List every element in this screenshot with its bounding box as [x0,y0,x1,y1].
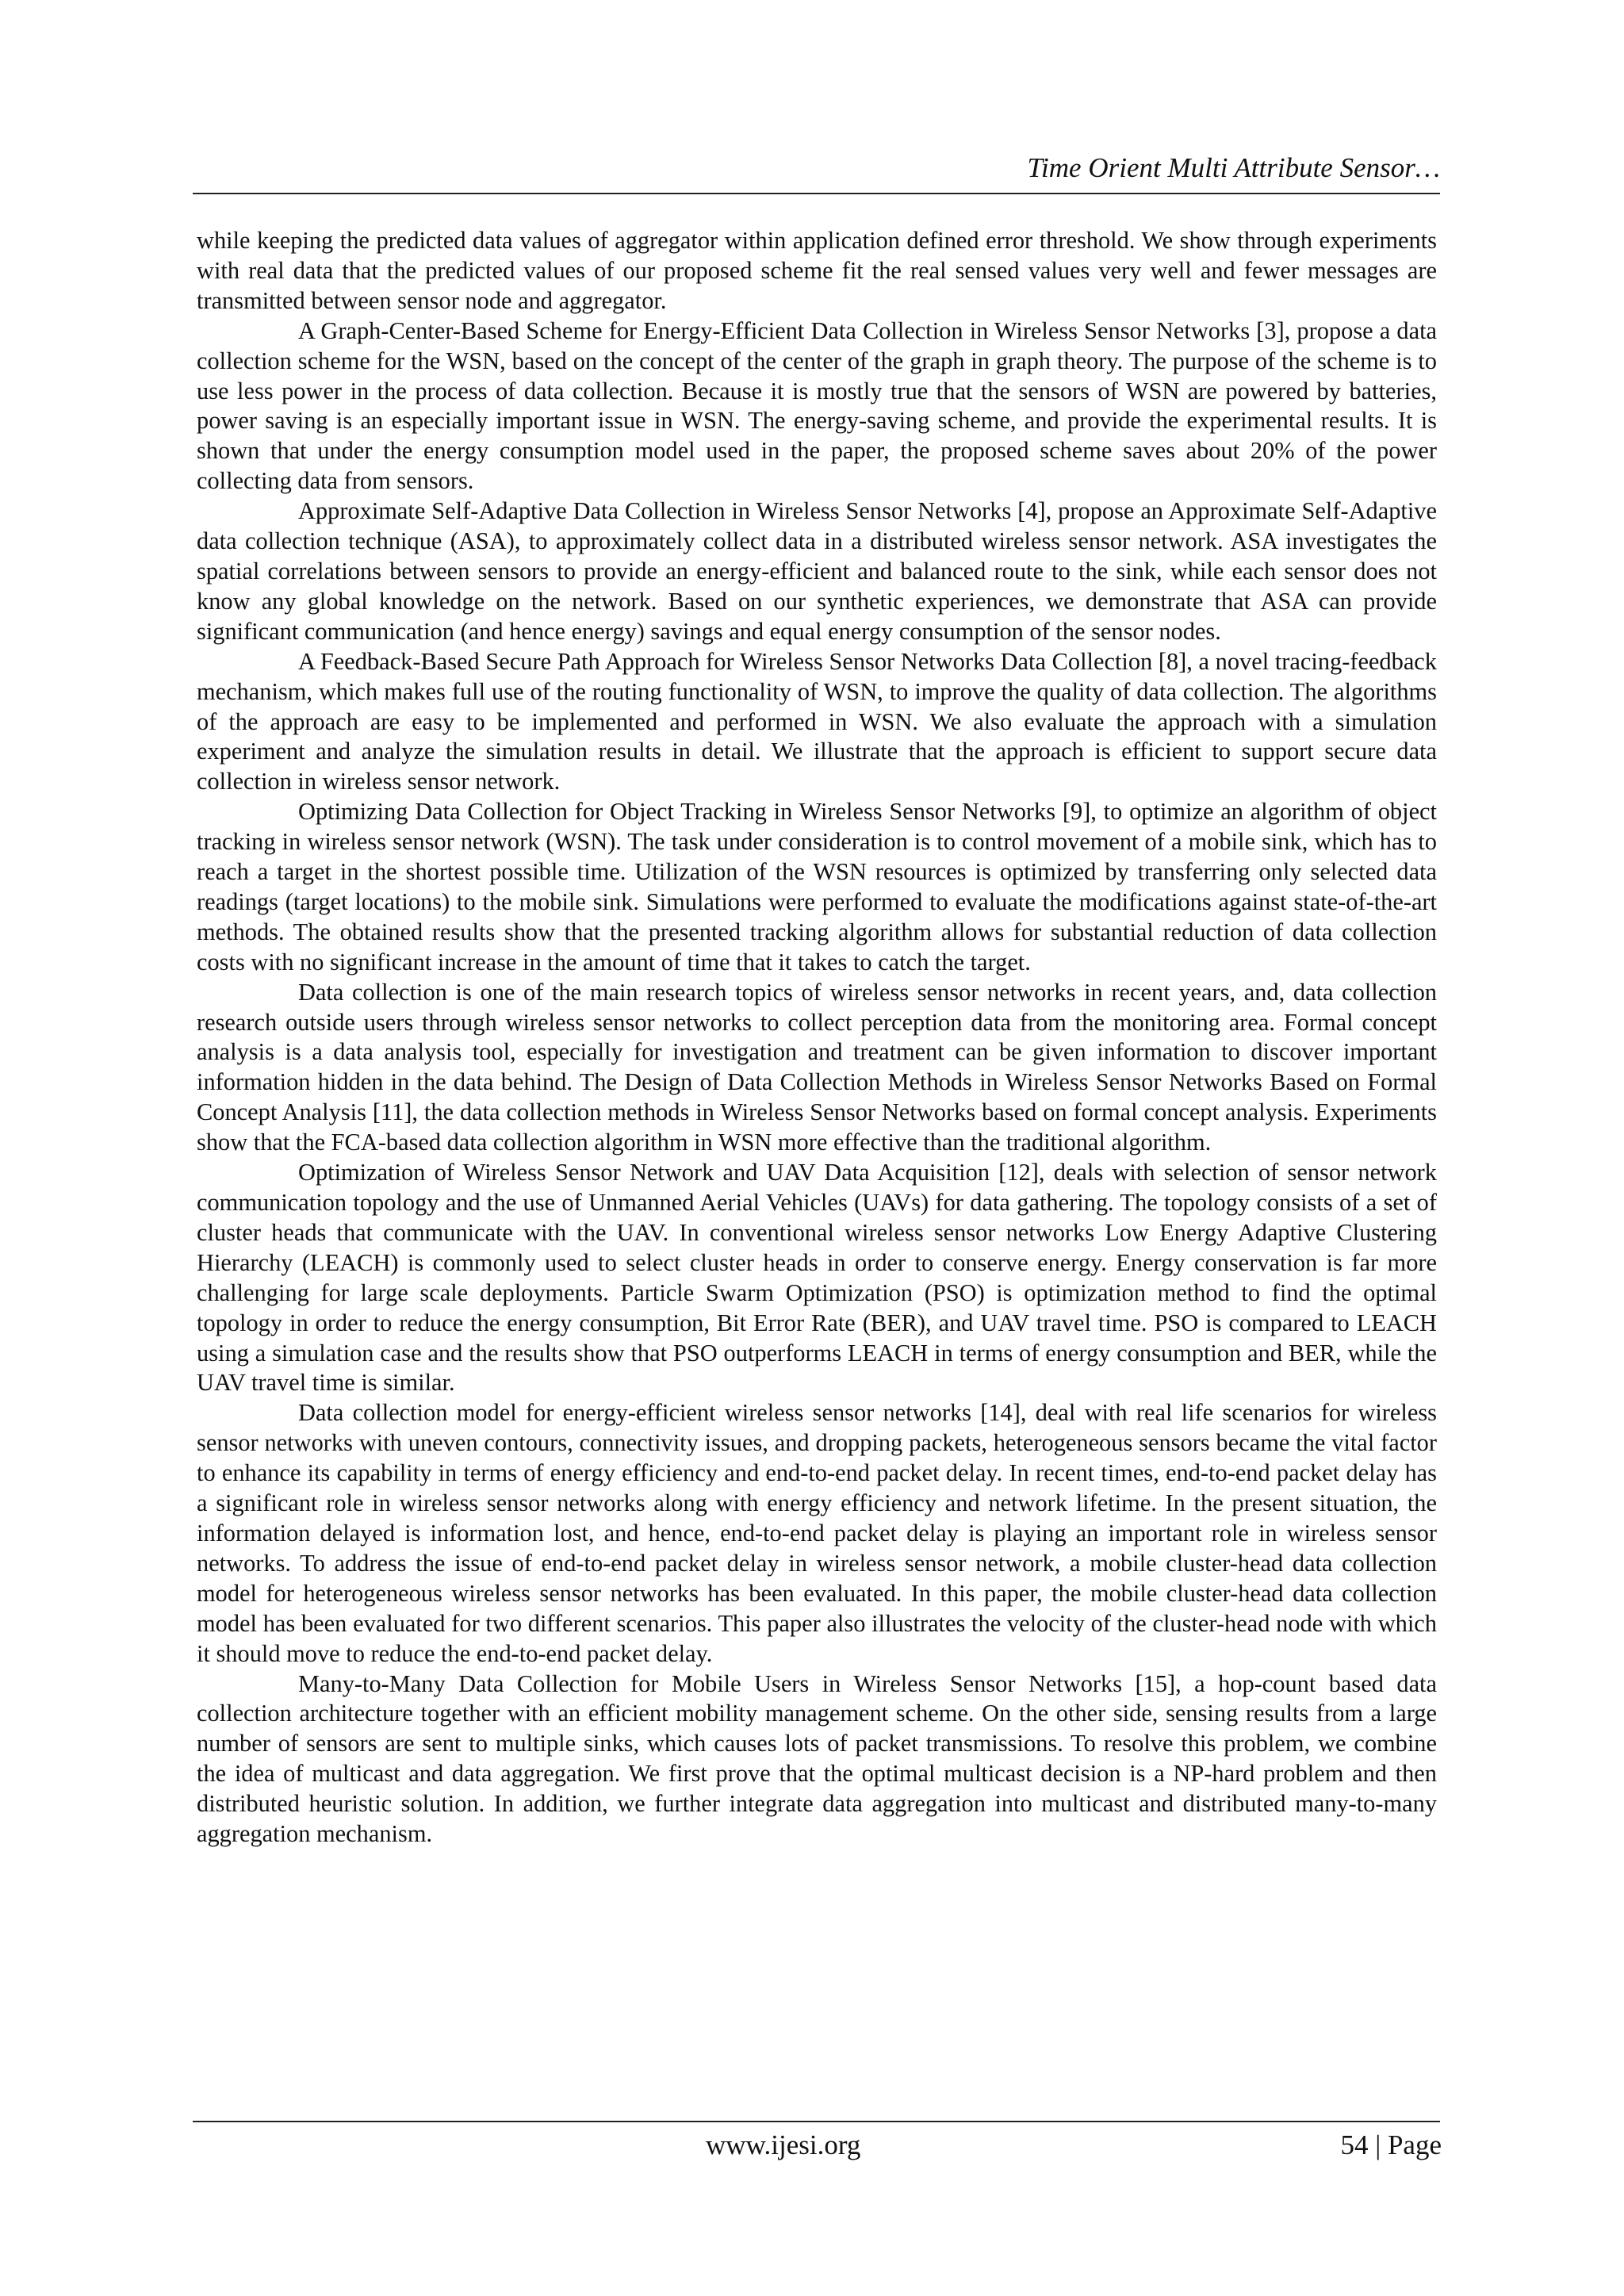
footer-rule [193,2121,1440,2122]
paragraph-uav-data-acquisition: Optimization of Wireless Sensor Network and UAV Data Acquisition [12], deals with selection of sensor network communication topology and the use of Unmanned Aerial Vehicles (UAVs) for data gathering. The topology consists of a set of cluster heads that communicate with the UAV. In conventional wireless sensor networks Low Energy Adaptive Clustering Hierarchy (LEACH) is commonly used to select cluster heads in order to conserve energy. Energy conservation is far more challenging for large scale deployments. Particle Swarm Optimization (PSO) is optimization method to find the optimal topology in order to reduce the energy consumption, Bit Error Rate (BER), and UAV travel time. PSO is compared to LEACH using a simulation case and the results show that PSO outperforms LEACH in terms of energy consumption and BER, while the UAV travel time is similar. [197,1159,1437,1397]
header-rule [193,193,1440,194]
footer-url: www.ijesi.org [706,2129,861,2160]
footer-page-number: 54 | Page [1340,2129,1442,2160]
paragraph-many-to-many-collection: Many-to-Many Data Collection for Mobile Users in Wireless Sensor Networks [15], a hop-count based data collection architecture together with an efficient mobility management scheme. On the other side, sensing results from a large number of sensors are sent to multiple sinks, which causes lots of packet transmissions. To resolve this problem, we combine the idea of multicast and data aggregation. We first prove that the optimal multicast decision is a NP-hard problem and then distributed heuristic solution. In addition, we further integrate data aggregation into multicast and distributed many-to-many aggregation mechanism. [197,1669,1437,1848]
paragraph-graph-center-scheme: A Graph-Center-Based Scheme for Energy-Efficient Data Collection in Wireless Sensor Networks [3], propose a data collection scheme for the WSN, based on the concept of the center of the graph in graph theory. The purpose of the scheme is to use less power in the process of data collection. Because it is mostly true that the sensors of WSN are powered by batteries, power saving is an especially important issue in WSN. The energy-saving scheme, and provide the experimental results. It is shown that under the energy consumption model used in the paper, the proposed scheme saves about 20% of the power collecting data from sensors. [197,316,1437,495]
paragraph-feedback-secure-path: A Feedback-Based Secure Path Approach for Wireless Sensor Networks Data Collection [8], a novel tracing-feedback mechanism, which makes full use of the routing functionality of WSN, to improve the quality of data collection. The algorithms of the approach are easy to be implemented and performed in WSN. We also evaluate the approach with a simulation experiment and analyze the simulation results in detail. We illustrate that the approach is efficient to support secure data collection in wireless sensor network. [197,647,1437,795]
body-text [197,226,1437,1849]
paragraph-continuation: while keeping the predicted data values of aggregator within application defined error threshold. We show through experiments with real data that the predicted values of our proposed scheme fit the real sensed values very well and fewer messages are transmitted between sensor node and aggregator. [197,227,1437,314]
running-title: Time Orient Multi Attribute Sensor… [1027,152,1440,183]
paragraph-asa-collection: Approximate Self-Adaptive Data Collection in Wireless Sensor Networks [4], propose an Approximate Self-Adaptive data collection technique (ASA), to approximately collect data in a distributed wireless sensor network. ASA investigates the spatial correlations between sensors to provide an energy-efficient and balanced route to the sink, while each sensor does not know any global knowledge on the network. Based on our synthetic experiences, we demonstrate that ASA can provide significant communication (and hence energy) savings and equal energy consumption of the sensor nodes. [197,497,1437,645]
paragraph-object-tracking: Optimizing Data Collection for Object Tracking in Wireless Sensor Networks [9], to optimize an algorithm of object tracking in wireless sensor network (WSN). The task under consideration is to control movement of a mobile sink, which has to reach a target in the shortest possible time. Utilization of the WSN resources is optimized by transferring only selected data readings (target locations) to the mobile sink. Simulations were performed to evaluate the modifications against state-of-the-art methods. The obtained results show that the presented tracking algorithm allows for substantial reduction of data collection costs with no significant increase in the amount of time that it takes to catch the target. [197,798,1437,976]
paragraph-formal-concept-analysis: Data collection is one of the main research topics of wireless sensor networks in recent years, and, data collection research outside users through wireless sensor networks to collect perception data from the monitoring area. Formal concept analysis is a data analysis tool, especially for investigation and treatment can be given information to discover important information hidden in the data behind. The Design of Data Collection Methods in Wireless Sensor Networks Based on Formal Concept Analysis [11], the data collection methods in Wireless Sensor Networks based on formal concept analysis. Experiments show that the FCA-based data collection algorithm in WSN more effective than the traditional algorithm. [197,978,1437,1156]
paragraph-energy-efficient-model: Data collection model for energy-efficient wireless sensor networks [14], deal with real life scenarios for wireless sensor networks with uneven contours, connectivity issues, and dropping packets, heterogeneous sensors became the vital factor to enhance its capability in terms of energy efficiency and end-to-end packet delay. In recent times, end-to-end packet delay has a significant role in wireless sensor networks along with energy efficiency and network lifetime. In the present situation, the information delayed is information lost, and hence, end-to-end packet delay is playing an important role in wireless sensor networks. To address the issue of end-to-end packet delay in wireless sensor network, a mobile cluster-head data collection model for heterogeneous wireless sensor networks has been evaluated. In this paper, the mobile cluster-head data collection model has been evaluated for two different scenarios. This paper also illustrates the velocity of the cluster-head node with which it should move to reduce the end-to-end packet delay. [197,1399,1437,1667]
